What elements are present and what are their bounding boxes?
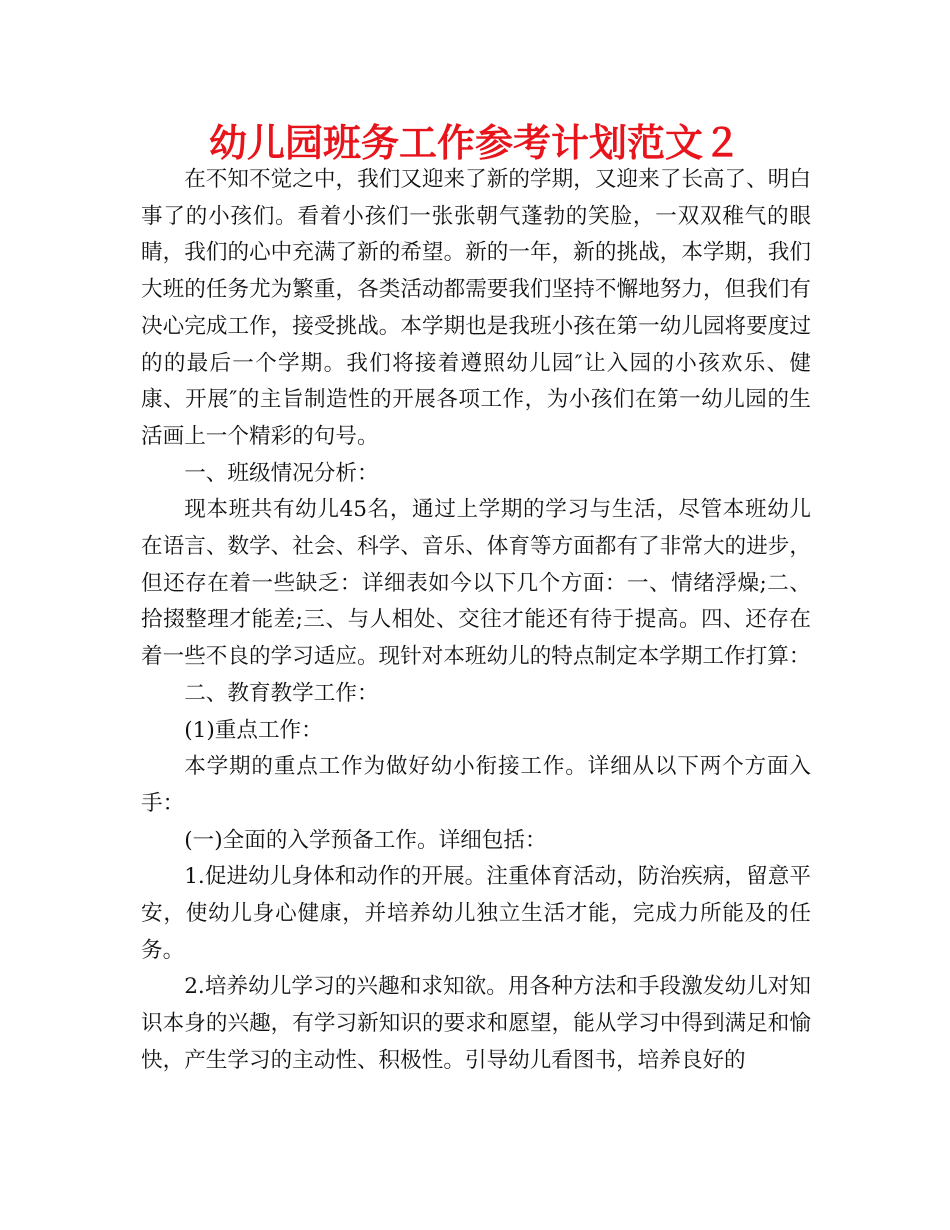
subheading-school-preparation: (一)全面的入学预备工作。详细包括： — [184, 827, 547, 853]
page-title: 幼儿园班务工作参考计划范文２ — [208, 121, 741, 165]
key-work-paragraph: 本学期的重点工作为做好幼小衔接工作。详细从以下两个方面入手： — [141, 754, 811, 816]
list-item-2: 2.培养幼儿学习的兴趣和求知欲。用各种方法和手段激发幼儿对知识本身的兴趣，有学习新知识的要求和愿望，能从学习中得到满足和愉快，产生学习的主动性、积极性。引导幼儿看图书，培养良好的 — [141, 974, 811, 1073]
section-heading-class-analysis: 一、班级情况分析： — [184, 460, 379, 486]
list-item-1: 1.促进幼儿身体和动作的开展。注重体育活动，防治疾病，留意平安，使幼儿身心健康，并培养幼儿独立生活才能，完成力所能及的任务。 — [141, 864, 811, 963]
class-analysis-paragraph: 现本班共有幼儿45名，通过上学期的学习与生活，尽管本班幼儿在语言、数学、社会、科学、音乐、体育等方面都有了非常大的进步，但还存在着一些缺乏：详细表如今以下几个方面：一、情绪浮燥;二、拾掇整理才能差;三、与人相处、交往才能还有待于提高。四、还存在着一些不良的学习适应。现针对本班幼儿的特点制定本学期工作打算： — [141, 497, 811, 670]
intro-paragraph: 在不知不觉之中，我们又迎来了新的学期，又迎来了长高了、明白事了的小孩们。看着小孩们一张张朝气蓬勃的笑脸，一双双稚气的眼睛，我们的心中充满了新的希望。新的一年，新的挑战，本学期，我们大班的任务尤为繁重，各类活动都需要我们坚持不懈地努力，但我们有决心完成工作，接受挑战。本学期也是我班小孩在第一幼儿园将要度过的的最后一个学期。我们将接着遵照幼儿园″让入园的小孩欢乐、健康、开展″的主旨制造性的开展各项工作，为小孩们在第一幼儿园的生活画上一个精彩的句号。 — [141, 167, 811, 449]
section-heading-teaching-work: 二、教育教学工作： — [184, 680, 379, 706]
document-body — [141, 162, 811, 1080]
subheading-key-work: (1)重点工作： — [184, 717, 323, 743]
